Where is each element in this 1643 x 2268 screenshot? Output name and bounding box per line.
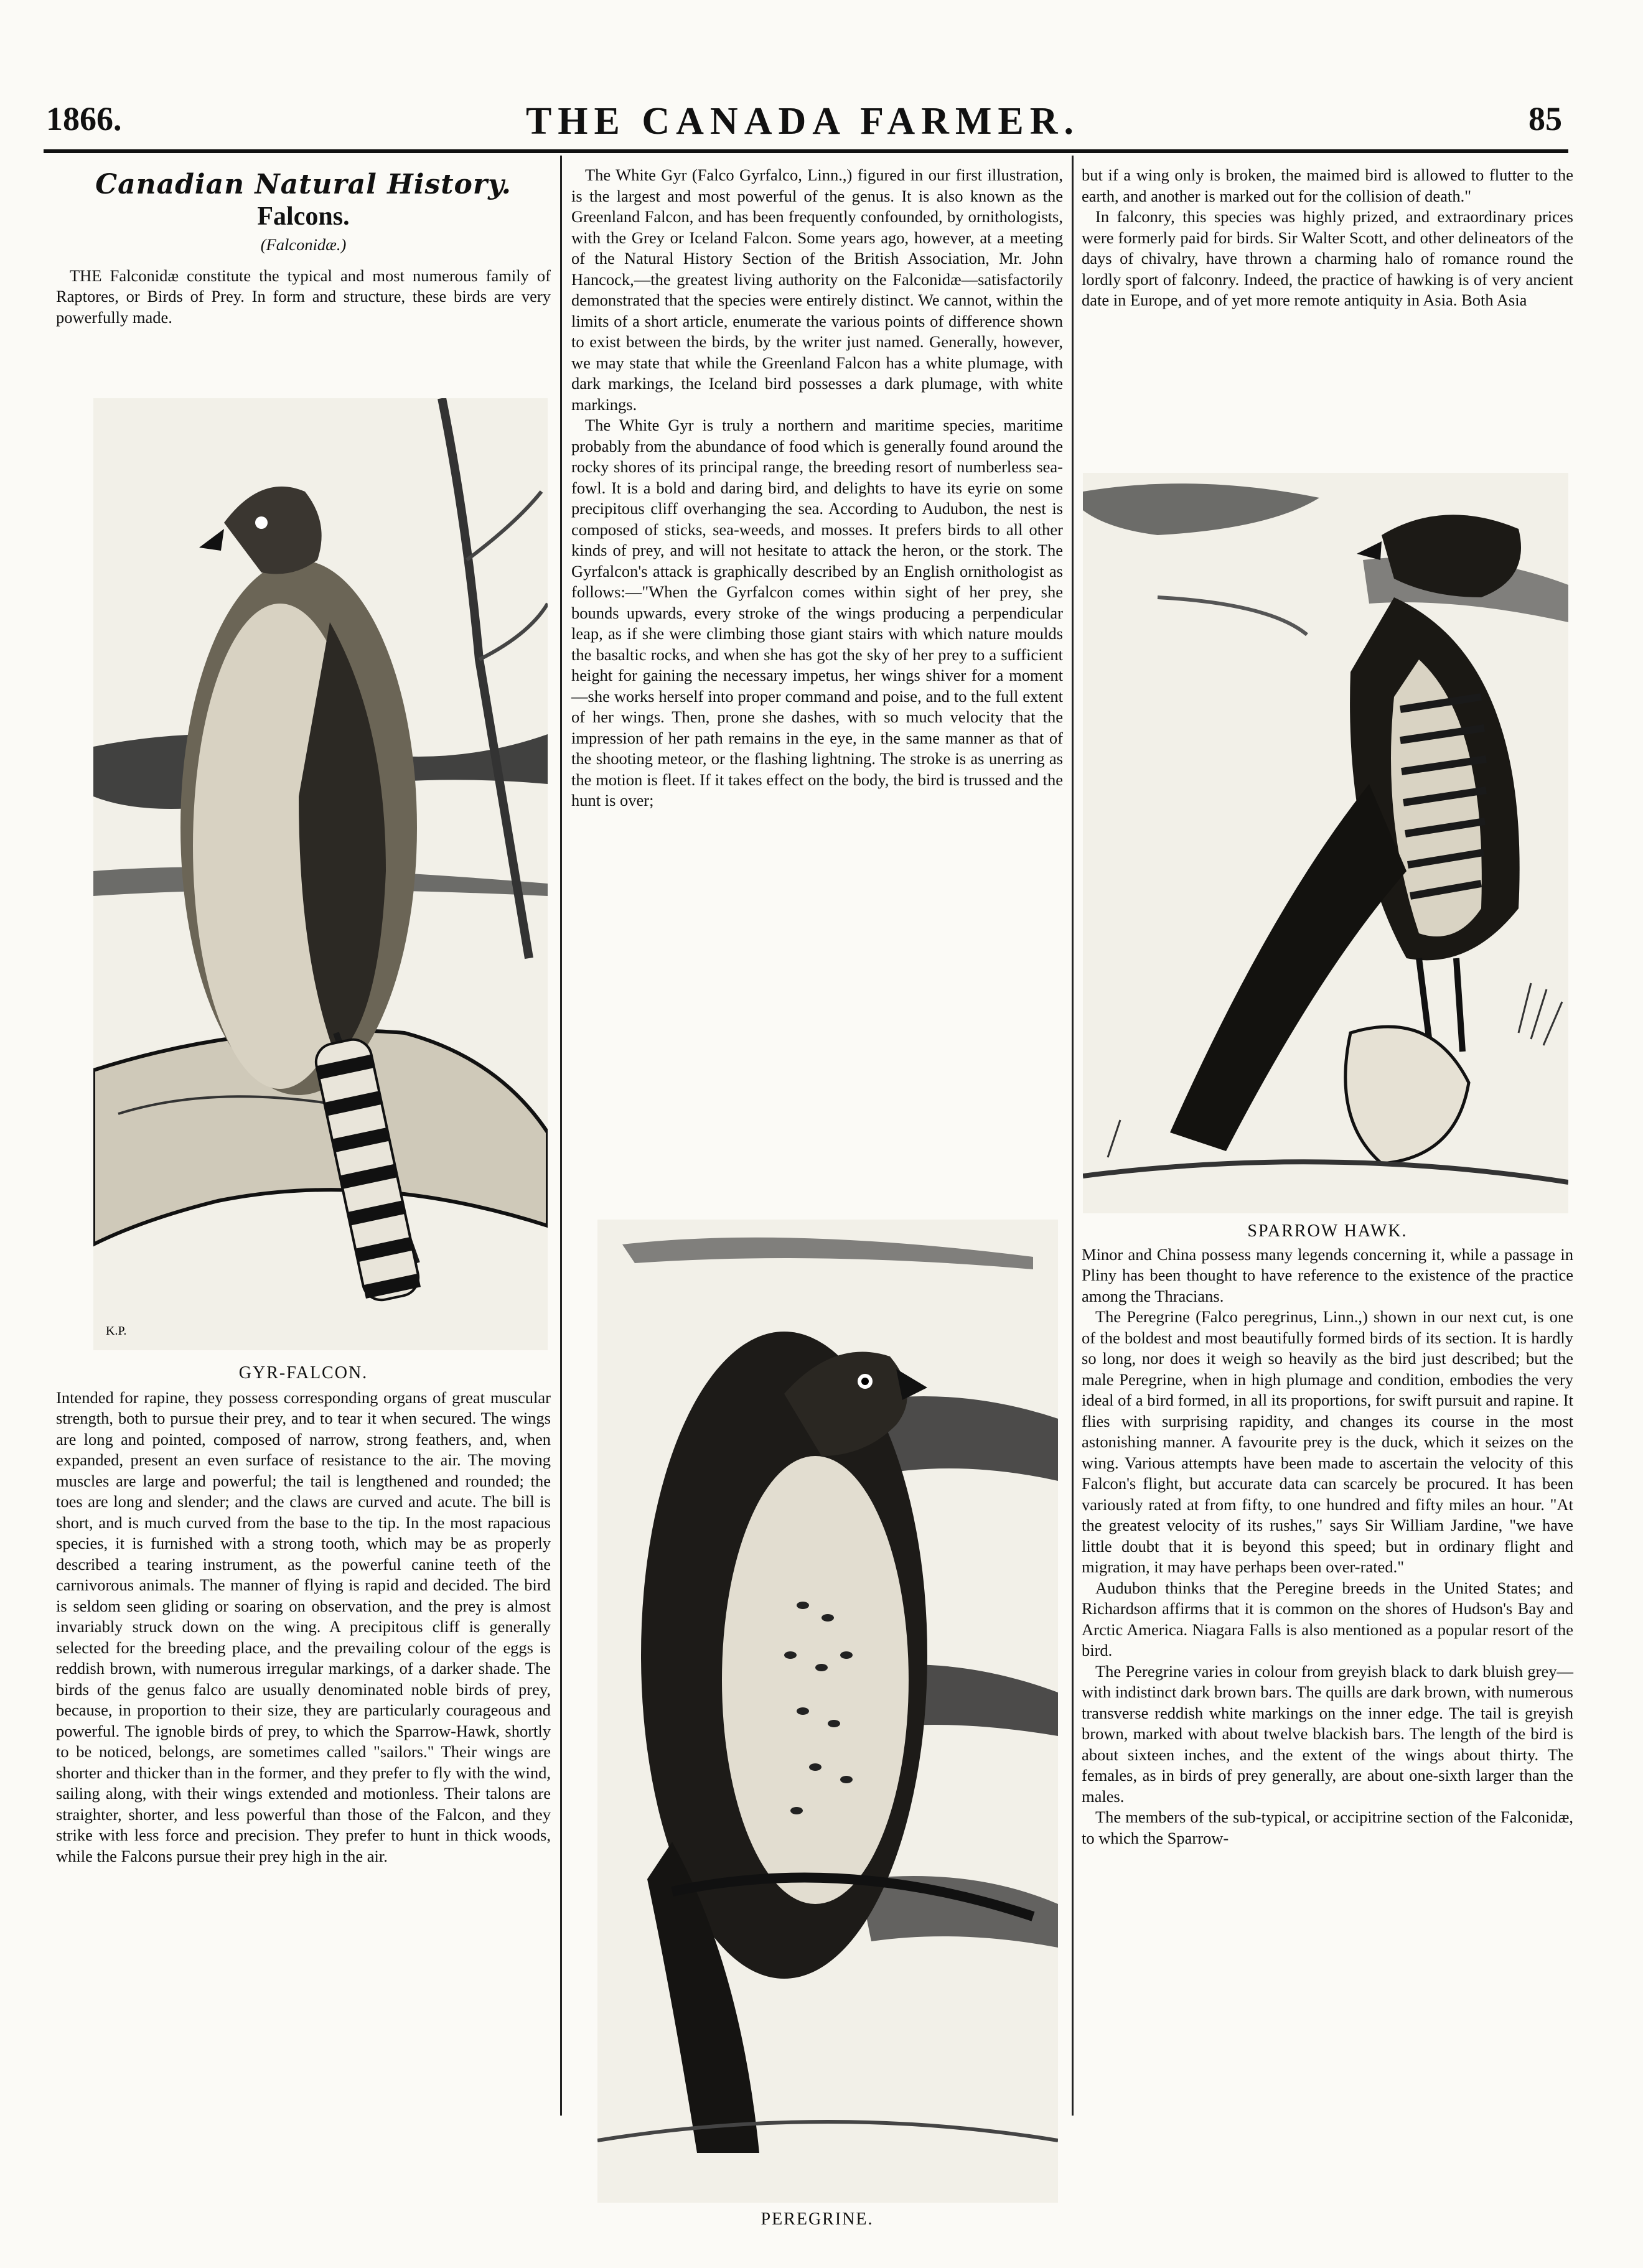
column-1 — [56, 165, 551, 328]
body-paragraph: In falconry, this species was highly prized, and extraordinary prices were formerly paid for birds. Sir Walter Scott, and other delineators of the days of chivalry, have thrown a charming halo of romance round the lordly sport of falconry. Indeed, the practice of hawking is of very ancient date in Europe, and of yet more remote antiquity in Asia. Both Asia — [1082, 207, 1573, 309]
gyr-falcon-caption: GYR-FALCON. — [238, 1363, 368, 1383]
body-paragraph: The Peregrine varies in colour from greyish black to dark bluish grey—with indistinct dark brown bars. The quills are dark brown, with numerous transverse reddish white markings on the inner edge. The tail is greyish brown, marked with about twelve blackish bars. The length of the bird is about sixteen inches, and the extent of the wings about thirty. The females, as in birds of prey generally, are about one-sixth larger than the males. — [1082, 1661, 1573, 1806]
column-3 — [1082, 165, 1573, 311]
column-divider — [1072, 156, 1074, 2116]
peregrine-caption: PEREGRINE. — [761, 2210, 874, 2229]
article-title: Falcons. — [257, 202, 350, 231]
body-paragraph: The White Gyr is truly a northern and maritime species, maritime probably from the abundance of food which is generally found around the rocky shores of its principal range, the breeding resort of numberless sea-fowl. It is a bold and daring bird, and delights to have its eyrie on some precipitous cliff overhanging the sea. According to Audubon, the nest is composed of sticks, sea-weeds, and mosses. It prefers birds to all other kinds of prey, and will not hesitate to attack the heron, or the stork. The Gyrfalcon's attack is graphically described by an English ornithologist as follows:—"When the Gyrfalcon comes within sight of her prey, she bounds upwards, every stroke of the wings producing a perpendicular leap, as if she were climbing those giant stairs with which nature moulds the basaltic rocks, and when she has got the sky of her prey to a sufficient height for gaining the necessary impetus, her wings shiver for a moment—she works herself into proper command and poise, and to the full extent of her wings. Then, prone she dashes, with so much velocity that the impression of her path remains in the eye, in the same manner as that of the shooting meteor, or the flashing lightning. The stroke is as unerring as the motion is fleet. If it takes effect on the body, the bird is trussed and the hunt is over; — [571, 416, 1063, 810]
page-number: 85 — [1528, 100, 1562, 138]
sparrow-hawk-caption: SPARROW HAWK. — [1247, 1221, 1408, 1241]
column-1-lower — [56, 1363, 551, 1867]
body-paragraph: but if a wing only is broken, the maimed bird is allowed to flutter to the earth, and another is marked out for the collision of death." — [1082, 166, 1573, 205]
column-3-lower — [1082, 1221, 1573, 1849]
peregrine-illustration — [597, 1220, 1058, 2203]
column-divider — [560, 156, 562, 2116]
body-paragraph: The White Gyr (Falco Gyrfalco, Linn.,) figured in our first illustration, is the largest and most powerful of the genus. It is also known as the Greenland Falcon, and has been frequently confounded, by ornithologists, with the Grey or Iceland Falcon. Some years ago, however, at a meeting of the Natural History Section of the British Association, Mr. John Hancock,—the greatest living authority on the Falconidæ—satisfactorily demonstrated that the species were entirely distinct. We cannot, within the limits of a short article, enumerate the various points of difference shown to exist between the birds, by the writer just named. Generally, however, we may state that while the Greenland Falcon has a white plumage, with dark markings, the Iceland bird possesses a dark plumage, with white markings. — [571, 166, 1063, 414]
intro-paragraph: THE Falconidæ constitute the typical and most numerous family of Raptores, or Birds of Prey. In form and structure, these birds are very powerfully made. — [56, 266, 551, 327]
sparrow-hawk-illustration — [1083, 473, 1568, 1213]
gyr-falcon-illustration — [93, 398, 548, 1350]
body-paragraph: Minor and China possess many legends concerning it, while a passage in Pliny has been thought to have reference to the existence of the practice among the Thracians. — [1082, 1244, 1573, 1305]
issue-year: 1866. — [46, 100, 122, 138]
body-paragraph: Audubon thinks that the Peregine breeds in the United States; and Richardson affirms that it is common on the shores of Hudson's Bay and Arctic America. Niagara Falls is also mentioned as a popular resort of the bird. — [1082, 1578, 1573, 1659]
section-heading: Canadian Natural History. — [95, 169, 512, 200]
body-paragraph: The Peregrine (Falco peregrinus, Linn.,) shown in our next cut, is one of the boldest and most beautifully formed birds of its section. It is hardly so long, nor does it weigh so heavily as the bird just described; but the male Peregrine, when in high plumage and condition, embodies the very ideal of a bird formed, in all its proportions, for swift pursuit and rapine. It flies with surprising rapidity, and changes its course in the most astonishing manner. A favourite prey is the duck, which it seizes on the wing. Various attempts have been made to ascertain the velocity of this Falcon's flight, but accurate data can scarcely be procured. It has been variously rated at from fifty, to one hundred and fifty miles an hour. "At the greatest velocity of its rushes," says Sir William Jardine, "we have little doubt that it is beyond this speed; but in ordinary flight and migration, it may have perhaps been over-rated." — [1082, 1307, 1573, 1576]
body-paragraph: Intended for rapine, they possess corresponding organs of great muscular strength, both to pursue their prey, and to tear it when secured. The wings are long and pointed, composed of narrow, strong feathers, and, when expanded, present an even surface of resistance to the air. The moving muscles are large and powerful; the tail is lengthened and rounded; the toes are long and slender; and the claws are curved and acute. The bill is short, and is much curved from the base to the tip. In the most rapacious species, it is furnished with a strong tooth, which may be as properly described a tearing instrument, as the powerful canine teeth of the carnivorous animals. The manner of flying is rapid and decided. The bird is seldom seen gliding or soaring on observation, and the prey is almost invariably struck down on the wing. A precipitous cliff is generally selected for the breeding place, and the prevailing colour of the eggs is reddish brown, with numerous irregular markings, of a darker shade. The birds of the genus falco are usually denominated noble birds of prey, because, in proportion to their size, they are particularly courageous and powerful. The ignoble birds of prey, to which the Sparrow-Hawk, shortly to be noticed, belongs, are sometimes called "sailors." Their wings are shorter and thicker than in the former, and they prefer to fly with the wind, sailing along, with their wings extended and motionless. Their talons are straighter, shorter, and less powerful than those of the Falcon, and they strike with less force and precision. They prefer to hunt in thick woods, while the Falcons pursue their prey high in the air. — [56, 1388, 551, 1865]
body-paragraph: The members of the sub-typical, or accipitrine section of the Falconidæ, to which the Sparrow- — [1082, 1808, 1573, 1847]
column-2-lower — [571, 2209, 1063, 2230]
family-name: (Falconidæ.) — [260, 235, 347, 254]
newspaper-title: THE CANADA FARMER. — [525, 100, 1080, 142]
engraver-mark: K.P. — [106, 1324, 127, 1338]
masthead — [44, 100, 1562, 156]
column-2 — [571, 165, 1063, 811]
header-rule — [44, 149, 1568, 153]
